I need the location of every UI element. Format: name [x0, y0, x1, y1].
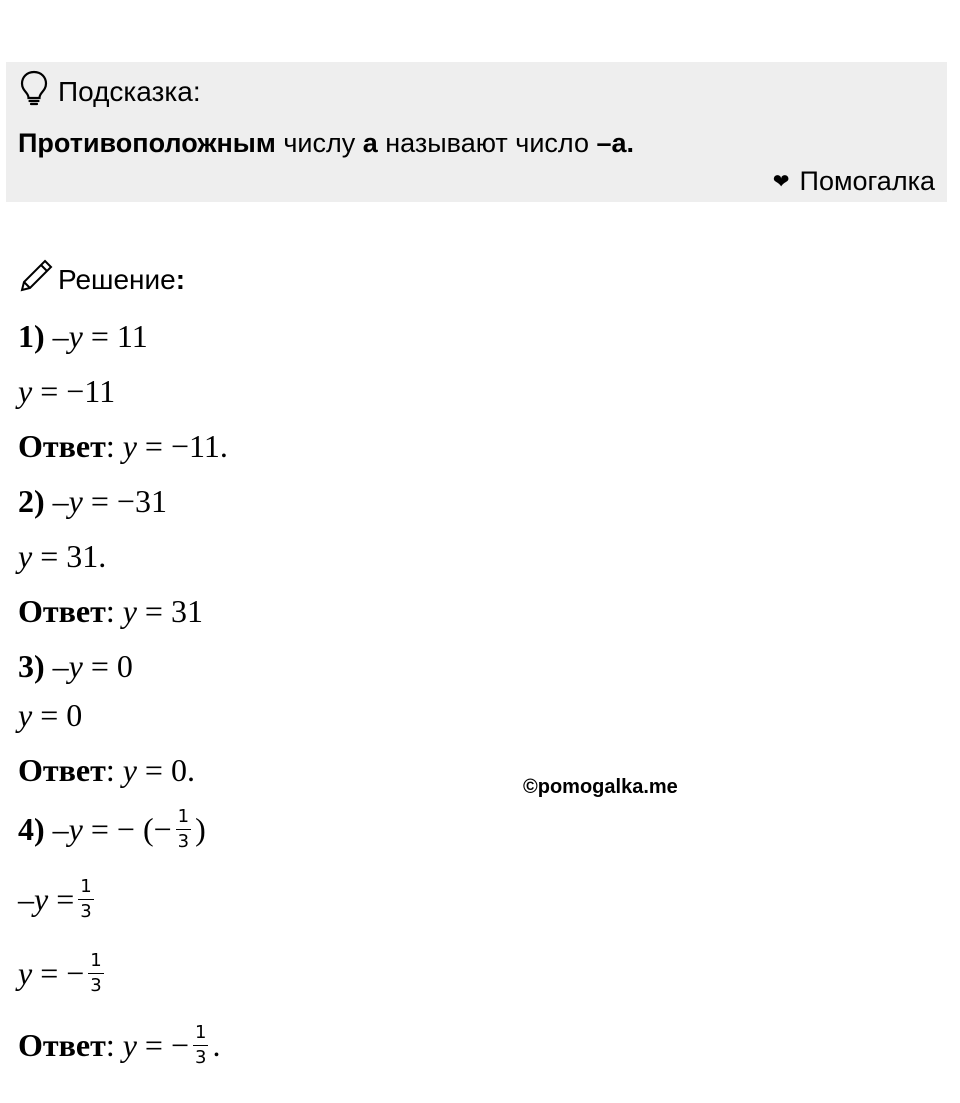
solution-colon: : — [175, 263, 186, 295]
step-2-result — [18, 538, 106, 575]
step-label: 3) — [18, 648, 45, 684]
hint-box — [6, 62, 947, 202]
equation: y = −11 — [18, 373, 116, 409]
equation: –y = − (− — [52, 811, 172, 847]
step-1-equation — [18, 318, 148, 355]
hint-text — [18, 128, 634, 159]
step-label: 2) — [18, 483, 45, 519]
step-2-equation — [18, 483, 167, 520]
fraction-numerator: 1 — [90, 950, 102, 971]
equation: y = 0 — [18, 697, 83, 733]
equation: ) — [195, 811, 206, 847]
answer-value: : y = − — [105, 1027, 189, 1063]
step-4-line-2 — [18, 878, 98, 921]
answer-value: : y = −11. — [105, 428, 228, 464]
step-label: 1) — [18, 318, 45, 354]
hint-text-term: Противоположным — [18, 128, 276, 158]
fraction-denominator: 3 — [80, 901, 92, 922]
fraction — [88, 952, 103, 995]
equation: –y = — [18, 881, 75, 917]
hint-title: Подсказка: — [58, 75, 201, 107]
equation: –y = −31 — [52, 483, 167, 519]
fraction — [78, 878, 93, 921]
heart-icon: ❤ — [772, 171, 790, 193]
watermark: ©pomogalka.me — [523, 776, 678, 798]
hint-text-part: называют число — [377, 128, 597, 158]
answer-3 — [18, 752, 195, 789]
answer-1 — [18, 428, 228, 465]
answer-4 — [18, 1024, 220, 1067]
equation: y = − — [18, 955, 85, 991]
brand-name: Помогалка — [799, 166, 935, 196]
answer-2 — [18, 593, 203, 630]
hint-text-neg: –а. — [596, 128, 635, 158]
solution-title: Решение — [58, 263, 176, 295]
fraction-numerator: 1 — [80, 876, 92, 897]
step-4-line-3 — [18, 952, 108, 995]
answer-label: Ответ — [18, 428, 106, 464]
hint-text-part: числу — [275, 128, 363, 158]
fraction-numerator: 1 — [177, 806, 190, 827]
brand-label — [773, 166, 935, 197]
answer-label: Ответ — [18, 593, 106, 629]
fraction — [193, 1024, 208, 1067]
equation: y = 31. — [18, 538, 107, 574]
solution-header — [18, 258, 185, 301]
pencil-icon — [18, 258, 58, 301]
step-1-result — [18, 373, 115, 410]
step-label: 4) — [18, 811, 45, 847]
answer-label: Ответ — [18, 752, 106, 788]
answer-value: : y = 0. — [105, 752, 195, 788]
answer-value: : y = 31 — [105, 593, 203, 629]
hint-text-var: а — [362, 128, 378, 158]
fraction-denominator: 3 — [90, 975, 102, 996]
equation: –y = 11 — [52, 318, 148, 354]
fraction-denominator: 3 — [177, 831, 190, 852]
fraction — [176, 808, 191, 851]
step-3-result — [18, 697, 82, 734]
fraction-denominator: 3 — [195, 1047, 207, 1068]
step-4-equation — [18, 808, 206, 851]
equation: –y = 0 — [52, 648, 133, 684]
step-3-equation — [18, 648, 133, 685]
answer-value: . — [212, 1027, 221, 1063]
hint-header — [20, 70, 201, 113]
lightbulb-icon — [20, 70, 58, 113]
fraction-numerator: 1 — [195, 1022, 207, 1043]
answer-label: Ответ — [18, 1027, 106, 1063]
